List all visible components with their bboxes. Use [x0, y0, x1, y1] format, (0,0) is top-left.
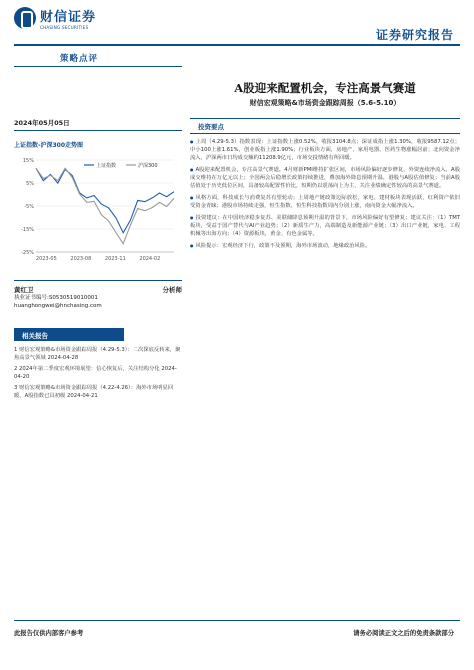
date-divider [14, 130, 182, 131]
chart-title: 上证指数-沪深300走势图 [14, 142, 84, 149]
legend-label: 上证指数 [96, 163, 117, 169]
chart-divider [14, 280, 182, 281]
report-title: A股迎来配置机会，专注高景气赛道 [234, 81, 416, 95]
analyst-role: 分析师 [162, 286, 182, 294]
company-logo [14, 6, 96, 30]
market-view-paragraph: ● A股迎来配置机会，专注高景气赛道。4月财新PMI维持扩张区间，市场风险偏好逐步修复，外资连续净流入，A股成交维持在万亿元以上；全国两会后稳增长政策持续推进，叠加海外降息预期升温，港股与A股估值修复；当前A股估值处于历史低位区间，具备较高配置性价比，短期仍以震荡向上为主，关注业绩确定性较高的高景气赛道。 [190, 166, 460, 190]
logo-name-en: CHASING SECURITIES [40, 25, 89, 30]
x-tick-label: 2024-02 [139, 256, 161, 262]
investment-highlights-heading: 投资要点 [198, 123, 224, 131]
footer-disclaimer-left: 此报告仅供内部客户参考 [14, 630, 84, 637]
analyst-name: 黄红卫 [14, 286, 34, 294]
main-content [190, 118, 460, 254]
analyst-email[interactable]: huanghongwei@hnchasing.com [14, 303, 102, 310]
index-trend-chart [14, 152, 182, 270]
report-subtitle: 财信宏观策略&市场资金跟踪周报（5.6-5.10） [249, 99, 401, 107]
risk-warning-paragraph: ● 风险提示：宏观经济下行，政策不及预期，海外市场波动，地缘政治风险。 [190, 242, 460, 250]
logo-icon [14, 7, 36, 29]
header-divider [14, 44, 460, 46]
report-date: 2024年05月05日 [14, 119, 70, 127]
related-report-item[interactable]: 1 财信宏观策略&市场资金跟踪周报（4.29-5.3）：二次探底反转来，聚焦高景气领域 2024-04-28 [14, 347, 181, 362]
analyst-info [14, 286, 182, 311]
x-tick-label: 2023-08 [70, 256, 92, 262]
legend-label: 沪深300 [138, 163, 158, 169]
investment-advice-paragraph: ● 投资建议：在中国经济稳步复苏、美联储降息预期升温的背景下，市场风险偏好有望修复；建议关注：（1）TMT板块，受益于国产替代与AI产业趋势；（2）新质生产力，高端制造及新能源产业链；（3）出口产业链，家电、工程机械等出海方向；（4）资源板块，黄金、有色金属等。 [190, 214, 460, 238]
series-line-shanghai [36, 168, 174, 233]
x-tick-label: 2023-11 [104, 256, 126, 262]
y-tick-label: 5% [26, 181, 34, 187]
highlights-divider [190, 133, 460, 134]
related-reports-heading: 相关报告 [14, 328, 124, 341]
style-paragraph: ● 风格方面，科技成长与消费复苏有望轮动；上周地产链政策边际放松，家电、建材板块表现活跃，红利资产依旧受资金青睐；港股市场持续走强，恒生指数、恒生科技指数周内分别上涨，南向资金大幅净流入。 [190, 194, 460, 210]
y-tick-label: -15% [21, 227, 34, 233]
footer-disclaimer-right: 请务必阅读正文之后的免责条款部分 [353, 630, 454, 637]
logo-name: 财信证券 [40, 10, 97, 25]
weekly-review-paragraph: ● 上周（4.29-5.3）指数表现：上证指数上涨0.52%，收报3104.8点；深证成指上涨1.30%，收报9587.12点；中小100上涨1.61%，创业板指上涨1.90%；行业板块方面，房地产、家用电器、医药生物涨幅居前；北向资金净流入，沪深两市日均成交额约11208.9亿元，市场交投情绪有所回暖。 [190, 138, 460, 162]
report-category: 策略点评 [60, 54, 99, 64]
category-divider [14, 66, 182, 67]
related-report-item[interactable]: 2 2024年第二季度宏观环境展望：信心恢复后，关注结构分化 2024-04-20 [14, 365, 177, 381]
y-tick-label: -25% [21, 250, 34, 256]
related-reports-list [14, 346, 182, 402]
report-type: 证券研究报告 [375, 28, 454, 42]
footer-divider [14, 620, 460, 621]
y-tick-label: 15% [22, 158, 34, 164]
related-report-item[interactable]: 3 财信宏观策略&市场资金跟踪周报（4.22-4.26）：海外市场明显回暖，A股指数已具初级 2024-04-21 [14, 384, 174, 400]
x-tick-label: 2023-05 [35, 256, 57, 262]
y-tick-label: -5% [24, 204, 34, 210]
analyst-cert: 执业证书编号:S0530519010001 [14, 295, 98, 302]
